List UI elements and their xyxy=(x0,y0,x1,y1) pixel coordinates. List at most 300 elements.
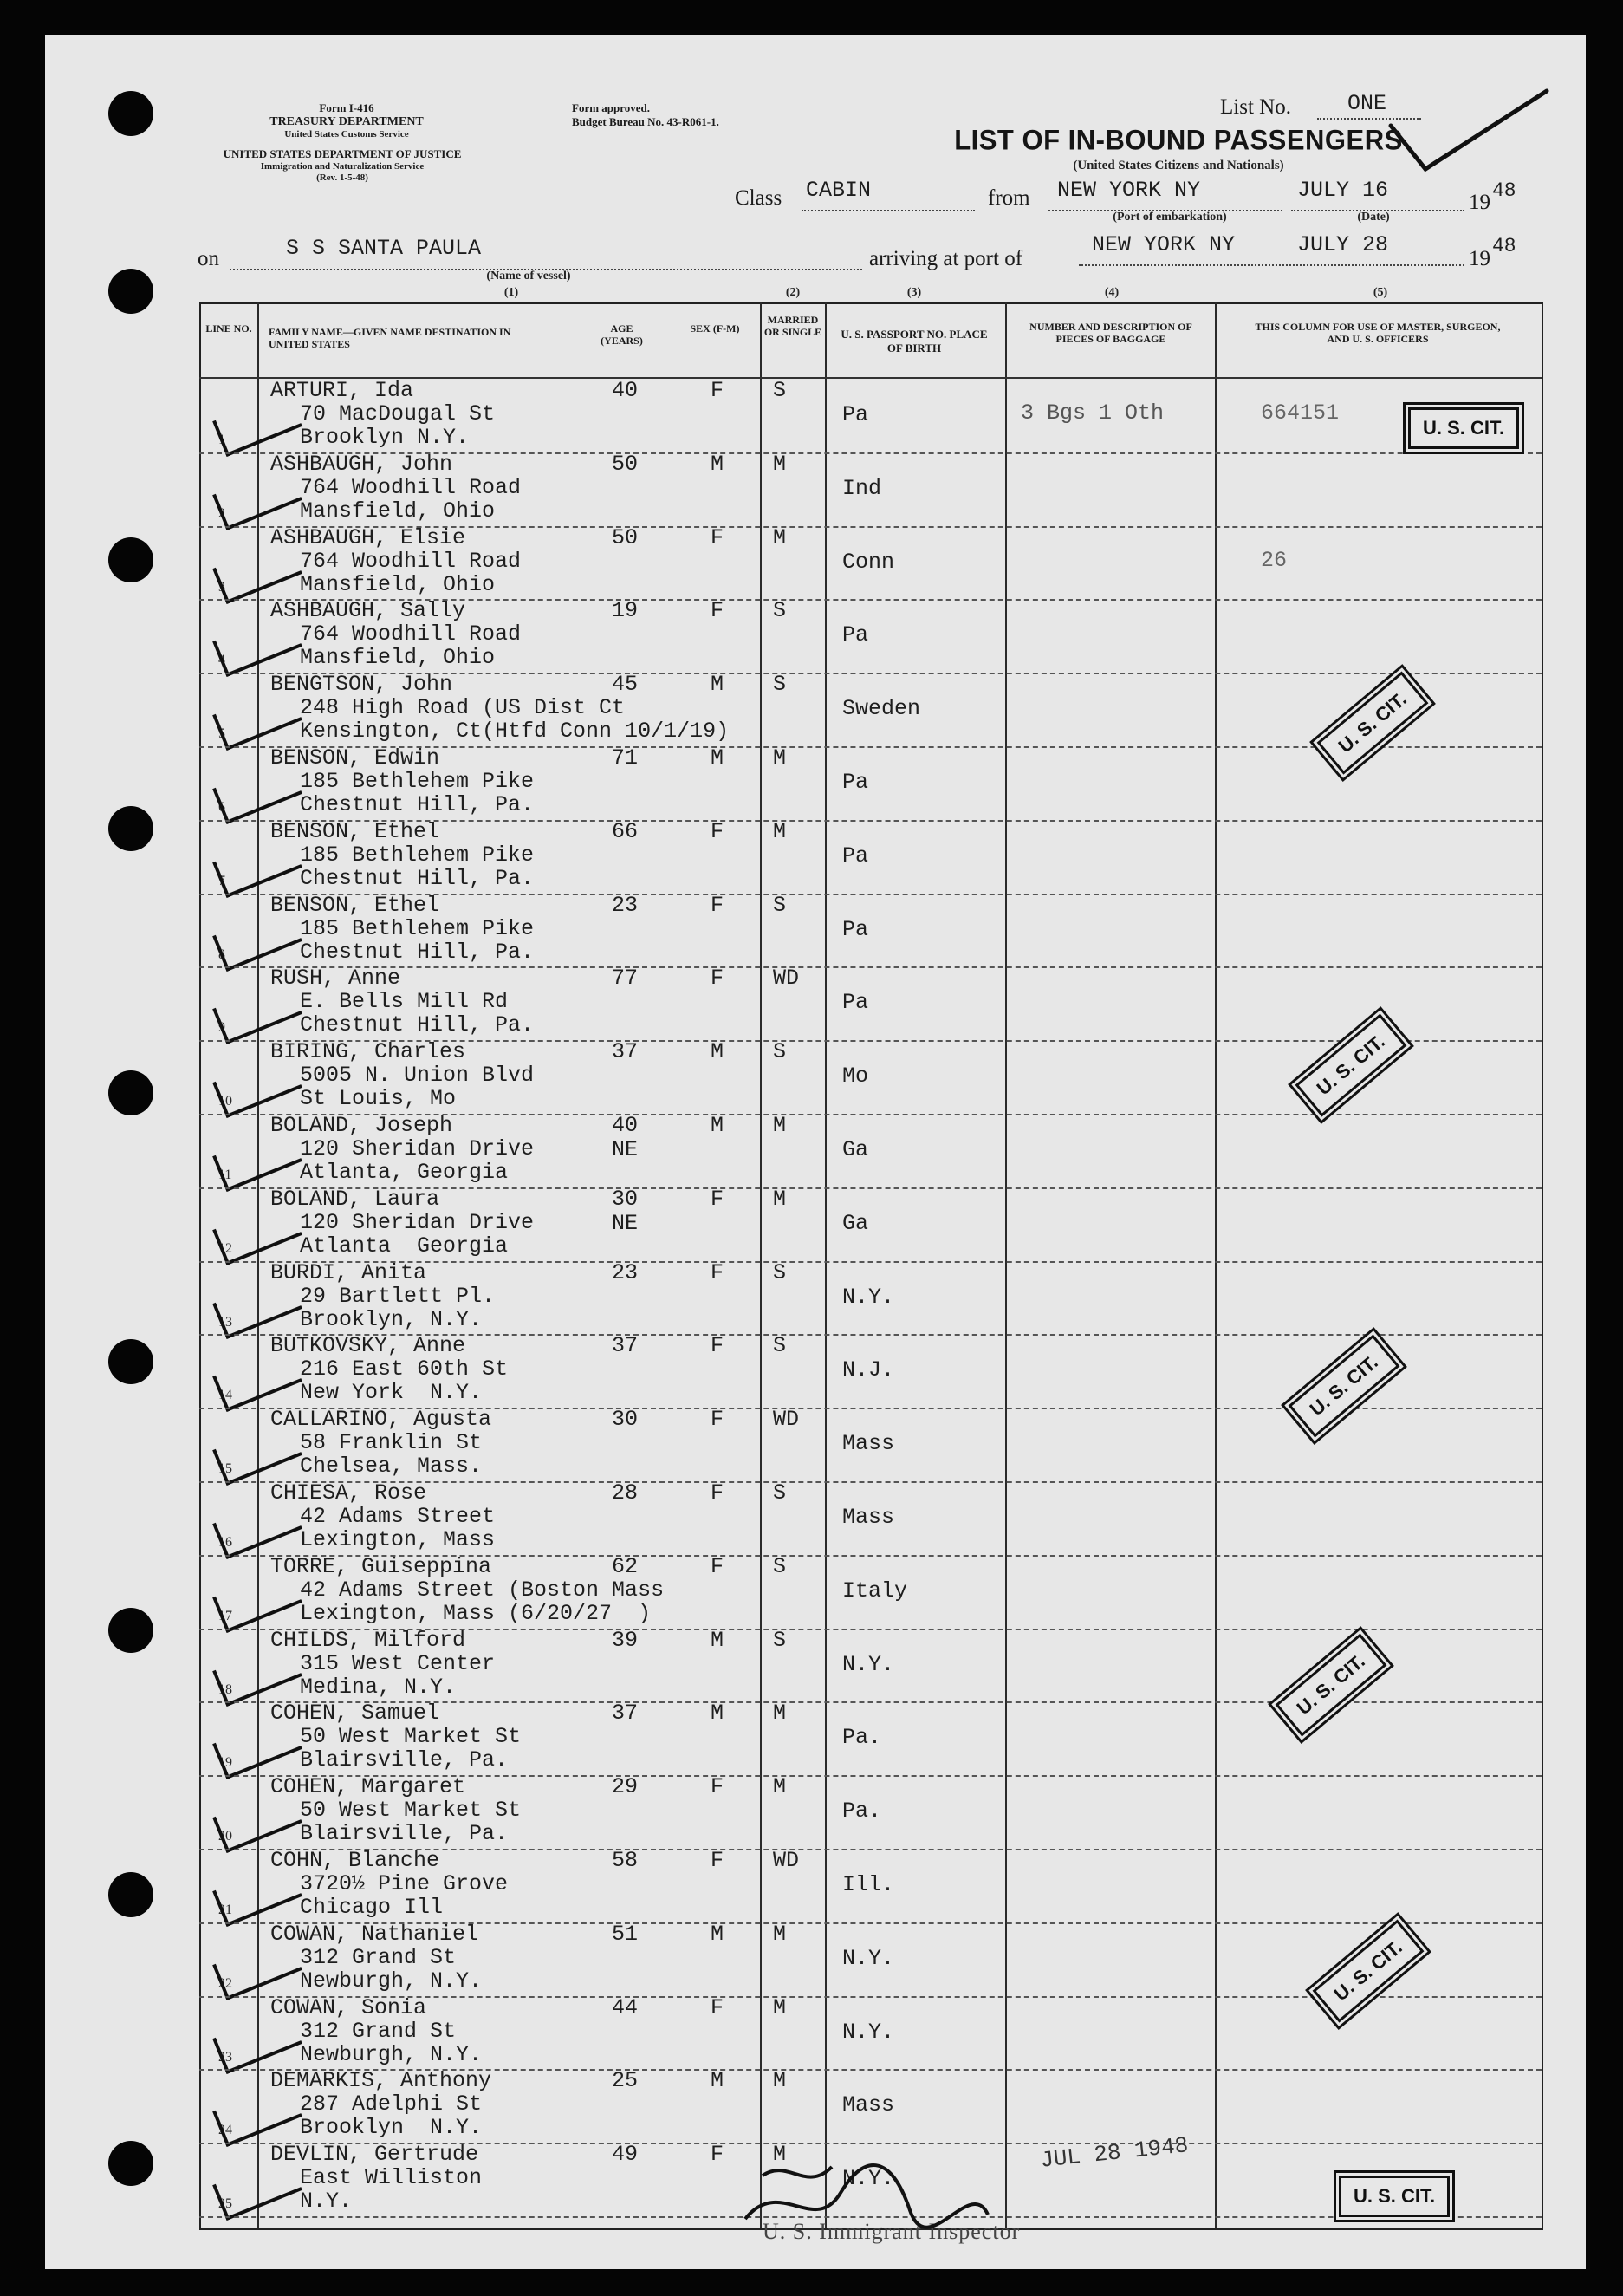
passenger-name: BURDI, Anita xyxy=(270,1259,427,1285)
col-num-5: (5) xyxy=(1373,286,1388,299)
from-label: from xyxy=(988,186,1030,210)
birth-place: N.Y. xyxy=(842,1945,895,1971)
passenger-age: 37 xyxy=(612,1039,639,1065)
inspector-caption: U. S. Immigrant Inspector xyxy=(763,2219,1021,2244)
marital-status: S xyxy=(773,1259,787,1285)
passenger-name: COHEN, Margaret xyxy=(270,1774,466,1800)
ins-service: Immigration and Naturalization Service xyxy=(260,160,425,172)
birth-place: Mass xyxy=(842,1505,895,1530)
birth-place: Pa. xyxy=(842,1798,882,1824)
address-line-2: Chestnut Hill, Pa. xyxy=(300,865,535,891)
marital-status: S xyxy=(773,1553,787,1579)
address-line-1: 29 Bartlett Pl. xyxy=(300,1283,496,1309)
passenger-age: 30 NE xyxy=(612,1186,639,1236)
passenger-sex: M xyxy=(711,451,724,477)
birth-place: Pa. xyxy=(842,1725,882,1751)
address-line-1: 42 Adams Street xyxy=(300,1504,496,1529)
from-year: 48 xyxy=(1492,179,1516,202)
table-row xyxy=(0,1775,1623,1849)
passenger-age: 28 xyxy=(612,1480,639,1506)
passenger-sex: F xyxy=(711,1186,724,1212)
passenger-age: 25 xyxy=(612,2068,639,2094)
passenger-name: CALLARINO, Agusta xyxy=(270,1407,492,1433)
port-caption: (Port of embarkation) xyxy=(1113,211,1227,224)
address-line-2: Lexington, Mass (6/20/27 ) xyxy=(300,1600,652,1626)
date-stamp: JUL 28 1948 xyxy=(1038,2132,1190,2174)
us-cit-stamp: U. S. CIT. xyxy=(1339,2176,1450,2217)
check-mark-icon xyxy=(212,1200,302,1265)
address-line-2: Chestnut Hill, Pa. xyxy=(300,1012,535,1038)
table-row xyxy=(0,2069,1623,2143)
colhead-baggage: NUMBER AND DESCRIPTION OF PIECES OF BAGGAGE xyxy=(1029,321,1192,346)
passenger-sex: F xyxy=(711,1553,724,1579)
row-line-number: 20 xyxy=(218,1829,232,1844)
row-line-number: 24 xyxy=(218,2123,232,2138)
colhead-passport: U. S. PASSPORT NO. PLACE OF BIRTH xyxy=(841,328,988,354)
colhead-sex: SEX (F-M) xyxy=(690,322,740,335)
address-line-2: New York N.Y. xyxy=(300,1380,483,1406)
passenger-name: ASHBAUGH, Elsie xyxy=(270,524,466,550)
birth-place: N.Y. xyxy=(842,1284,895,1310)
binder-hole xyxy=(108,91,153,136)
on-label: on xyxy=(198,247,219,270)
address-line-1: 248 High Road (US Dist Ct xyxy=(300,695,626,721)
date-caption: (Date) xyxy=(1357,211,1390,224)
address-line-2: Mansfield, Ohio xyxy=(300,645,496,671)
row-line-number: 15 xyxy=(218,1461,232,1477)
passenger-name: BENSON, Ethel xyxy=(270,818,440,844)
birth-place: Pa xyxy=(842,990,869,1016)
birth-place: Mo xyxy=(842,1063,869,1089)
check-mark-icon xyxy=(212,1346,302,1412)
check-mark-icon xyxy=(212,1493,302,1559)
passenger-age: 58 xyxy=(612,1848,639,1873)
colhead-name: FAMILY NAME—GIVEN NAME DESTINATION IN UNITED STATES xyxy=(269,326,511,351)
customs-service: United States Customs Service xyxy=(284,129,409,140)
passenger-age: 49 xyxy=(612,2142,639,2168)
address-line-1: 764 Woodhill Road xyxy=(300,621,522,647)
check-mark-icon xyxy=(212,1126,302,1192)
passenger-age: 19 xyxy=(612,598,639,624)
colhead-married: MARRIED OR SINGLE xyxy=(763,314,822,339)
passenger-sex: F xyxy=(711,378,724,403)
table-row xyxy=(0,894,1623,967)
birth-place: N.Y. xyxy=(842,1651,895,1677)
check-mark-icon xyxy=(212,1935,302,2000)
table-row xyxy=(0,1555,1623,1629)
check-mark-icon xyxy=(212,465,302,530)
table-row xyxy=(0,1187,1623,1261)
birth-place: Mass xyxy=(842,1431,895,1457)
passenger-sex: F xyxy=(711,1259,724,1285)
address-line-2: N.Y. xyxy=(300,2189,353,2215)
birth-place: N.Y. xyxy=(842,2019,895,2045)
baggage: 3 Bgs 1 Oth xyxy=(1021,400,1165,426)
passenger-sex: F xyxy=(711,1774,724,1800)
marital-status: S xyxy=(773,672,787,698)
class-underline xyxy=(802,210,975,211)
passenger-sex: F xyxy=(711,1848,724,1873)
check-mark-icon xyxy=(212,2008,302,2074)
treasury-dept: TREASURY DEPARTMENT xyxy=(269,114,424,128)
row-line-number: 12 xyxy=(218,1240,232,1256)
page-subtitle: (United States Citizens and Nationals) xyxy=(1073,159,1284,172)
check-mark-icon xyxy=(212,1641,302,1707)
passenger-sex: M xyxy=(711,1701,724,1727)
address-line-2: St Louis, Mo xyxy=(300,1086,457,1112)
address-line-1: 70 MacDougal St xyxy=(300,401,496,426)
row-line-number: 16 xyxy=(218,1535,232,1550)
row-line-number: 11 xyxy=(218,1168,232,1182)
marital-status: M xyxy=(773,818,787,844)
birth-place: Pa xyxy=(842,770,869,795)
col-num-1: (1) xyxy=(503,286,519,299)
passenger-name: CHILDS, Milford xyxy=(270,1627,466,1653)
passenger-age: 50 xyxy=(612,451,639,477)
passenger-age: 39 xyxy=(612,1627,639,1653)
form-header-treasury xyxy=(256,101,438,141)
row-line-number: 4 xyxy=(218,653,225,668)
us-cit-stamp: U. S. CIT. xyxy=(1317,671,1429,774)
row-line-number: 17 xyxy=(218,1608,232,1623)
address-line-2: Medina, N.Y. xyxy=(300,1674,457,1700)
passenger-age: 37 xyxy=(612,1333,639,1359)
passenger-sex: M xyxy=(711,1113,724,1138)
passenger-sex: F xyxy=(711,892,724,918)
page-title: LIST OF IN-BOUND PASSENGERS xyxy=(954,124,1403,156)
address-line-1: 764 Woodhill Road xyxy=(300,548,522,574)
birth-place: Sweden xyxy=(842,696,921,722)
table-row xyxy=(0,1701,1623,1775)
marital-status: M xyxy=(773,2068,787,2094)
table-row xyxy=(0,1114,1623,1187)
us-cit-stamp: U. S. CIT. xyxy=(1276,1633,1387,1736)
address-line-2: Kensington, Ct(Htfd Conn 10/1/19) xyxy=(300,719,730,745)
birth-place: Pa xyxy=(842,402,869,427)
address-line-1: 120 Sheridan Drive xyxy=(300,1136,535,1161)
passenger-name: BOLAND, Joseph xyxy=(270,1113,453,1138)
address-line-1: East Williston xyxy=(300,2165,483,2191)
class-label: Class xyxy=(735,186,782,210)
check-mark-icon xyxy=(212,1420,302,1486)
address-line-1: 312 Grand St xyxy=(300,1944,457,1970)
marital-status: M xyxy=(773,524,787,550)
row-line-number: 9 xyxy=(218,1020,225,1036)
address-line-1: 120 Sheridan Drive xyxy=(300,1209,535,1235)
birth-place: Ga xyxy=(842,1210,869,1236)
row-line-number: 3 xyxy=(218,579,225,595)
row-line-number: 23 xyxy=(218,2049,232,2065)
address-line-1: 185 Bethlehem Pike xyxy=(300,915,535,941)
marital-status: WD xyxy=(773,966,800,992)
arrive-underline xyxy=(1079,264,1464,266)
birth-place: Conn xyxy=(842,549,895,575)
address-line-1: 42 Adams Street (Boston Mass xyxy=(300,1577,665,1603)
passenger-name: BENSON, Edwin xyxy=(270,745,440,771)
passenger-age: 30 xyxy=(612,1407,639,1433)
marital-status: S xyxy=(773,1333,787,1359)
birth-place: Italy xyxy=(842,1577,908,1603)
row-line-number: 5 xyxy=(218,726,225,742)
form-header-justice xyxy=(199,147,485,184)
revision-date: (Rev. 1-5-48) xyxy=(316,172,368,183)
birth-place: Pa xyxy=(842,916,869,942)
row-line-number: 25 xyxy=(218,2196,232,2212)
birth-place: N.Y. xyxy=(842,2166,895,2192)
marital-status: M xyxy=(773,2142,787,2168)
form-approval xyxy=(572,101,806,128)
address-line-1: 185 Bethlehem Pike xyxy=(300,769,535,794)
year-prefix: 19 xyxy=(1469,191,1490,214)
us-cit-stamp: U. S. CIT. xyxy=(1295,1013,1407,1116)
row-line-number: 21 xyxy=(218,1902,232,1917)
address-line-1: 50 West Market St xyxy=(300,1724,522,1750)
birth-place: Ga xyxy=(842,1137,869,1162)
passenger-sex: F xyxy=(711,524,724,550)
colhead-age: AGE (YEARS) xyxy=(601,322,643,348)
marital-status: M xyxy=(773,745,787,771)
birth-place: Ind xyxy=(842,475,882,501)
address-line-1: 287 Adelphi St xyxy=(300,2091,483,2117)
passenger-age: 23 xyxy=(612,892,639,918)
row-line-number: 22 xyxy=(218,1975,232,1991)
passenger-name: RUSH, Anne xyxy=(270,966,401,992)
address-line-2: Blairsville, Pa. xyxy=(300,1821,509,1847)
address-line-2: Brooklyn N.Y. xyxy=(300,425,470,450)
passenger-sex: M xyxy=(711,745,724,771)
arriving-label: arriving at port of xyxy=(869,247,1023,270)
table-row xyxy=(0,599,1623,673)
check-mark-icon xyxy=(212,1714,302,1779)
marital-status: WD xyxy=(773,1407,800,1433)
address-line-1: E. Bells Mill Rd xyxy=(300,989,509,1015)
passenger-name: CHIESA, Rose xyxy=(270,1480,427,1506)
officer-note: 26 xyxy=(1261,547,1288,573)
check-mark-icon xyxy=(212,1052,302,1118)
row-line-number: 8 xyxy=(218,946,225,962)
check-mark-icon xyxy=(212,979,302,1044)
list-no-label: List No. xyxy=(1220,95,1291,119)
col-num-3: (3) xyxy=(906,286,922,299)
birth-place: Ill. xyxy=(842,1872,895,1897)
us-cit-stamp: U. S. CIT. xyxy=(1289,1334,1400,1437)
check-mark-icon xyxy=(212,832,302,898)
passenger-name: DEVLIN, Gertrude xyxy=(270,2142,479,2168)
passenger-sex: F xyxy=(711,1480,724,1506)
passenger-name: COWAN, Nathaniel xyxy=(270,1921,479,1947)
col-num-4: (4) xyxy=(1104,286,1120,299)
marital-status: S xyxy=(773,1627,787,1653)
address-line-2: Lexington, Mass xyxy=(300,1527,496,1552)
address-line-2: Atlanta Georgia xyxy=(300,1233,509,1259)
marital-status: S xyxy=(773,1480,787,1506)
address-line-1: 764 Woodhill Road xyxy=(300,474,522,500)
class-value: CABIN xyxy=(806,178,872,203)
table-row xyxy=(0,820,1623,894)
address-line-2: Newburgh, N.Y. xyxy=(300,1968,483,1994)
table-row xyxy=(0,526,1623,600)
passenger-name: TORRE, Guiseppina xyxy=(270,1553,492,1579)
birth-place: Mass xyxy=(842,2092,895,2118)
passenger-age: 29 xyxy=(612,1774,639,1800)
passenger-age: 50 xyxy=(612,524,639,550)
us-cit-stamp: U. S. CIT. xyxy=(1408,407,1519,449)
check-mark-icon xyxy=(212,758,302,824)
passenger-age: 40 NE xyxy=(612,1113,639,1162)
marital-status: WD xyxy=(773,1848,800,1873)
passenger-sex: F xyxy=(711,2142,724,2168)
row-line-number: 1 xyxy=(218,433,225,447)
marital-status: M xyxy=(773,1774,787,1800)
marital-status: M xyxy=(773,451,787,477)
budget-bureau: Budget Bureau No. 43-R061-1. xyxy=(572,114,719,128)
marital-status: S xyxy=(773,892,787,918)
passenger-name: ASHBAUGH, Sally xyxy=(270,598,466,624)
passenger-age: 66 xyxy=(612,818,639,844)
check-mark-icon xyxy=(212,685,302,751)
table-row xyxy=(0,452,1623,526)
address-line-1: 185 Bethlehem Pike xyxy=(300,842,535,868)
marital-status: S xyxy=(773,1039,787,1065)
address-line-1: 58 Franklin St xyxy=(300,1430,483,1456)
inspector-signature-icon xyxy=(728,2141,1040,2245)
check-mark-icon xyxy=(212,2081,302,2147)
passenger-sex: F xyxy=(711,966,724,992)
from-port: NEW YORK NY xyxy=(1057,178,1201,203)
row-line-number: 6 xyxy=(218,800,225,815)
passenger-age: 62 xyxy=(612,1553,639,1579)
row-line-number: 10 xyxy=(218,1094,232,1109)
row-line-number: 18 xyxy=(218,1681,232,1697)
table-row xyxy=(0,746,1623,820)
marital-status: M xyxy=(773,1113,787,1138)
address-line-1: 5005 N. Union Blvd xyxy=(300,1063,535,1089)
arrive-year: 48 xyxy=(1492,235,1516,257)
address-line-2: Mansfield, Ohio xyxy=(300,571,496,597)
form-approved: Form approved. xyxy=(572,101,651,114)
address-line-1: 315 West Center xyxy=(300,1650,496,1676)
officer-note: 664151 xyxy=(1261,400,1340,426)
check-mark-icon xyxy=(212,1567,302,1633)
passenger-name: BENGTSON, John xyxy=(270,672,453,698)
row-line-number: 7 xyxy=(218,873,225,888)
marital-status: S xyxy=(773,598,787,624)
passenger-sex: F xyxy=(711,1407,724,1433)
colhead-officers: THIS COLUMN FOR USE OF MASTER, SURGEON, AND U. S. OFFICERS xyxy=(1255,321,1501,346)
passenger-age: 44 xyxy=(612,1994,639,2020)
check-mark-icon xyxy=(212,391,302,457)
row-line-number: 13 xyxy=(218,1314,232,1330)
table-row xyxy=(0,1481,1623,1555)
marital-status: M xyxy=(773,1994,787,2020)
check-mark-icon xyxy=(212,2155,302,2221)
address-line-2: Blairsville, Pa. xyxy=(300,1747,509,1773)
passenger-age: 37 xyxy=(612,1701,639,1727)
justice-dept: UNITED STATES DEPARTMENT OF JUSTICE xyxy=(223,147,462,160)
passenger-sex: M xyxy=(711,672,724,698)
address-line-2: Chicago Ill xyxy=(300,1895,444,1920)
birth-place: Pa xyxy=(842,622,869,648)
birth-place: N.J. xyxy=(842,1357,895,1383)
check-mark-icon xyxy=(212,906,302,972)
table-row xyxy=(0,1261,1623,1335)
passenger-name: COWAN, Sonia xyxy=(270,1994,427,2020)
address-line-1: 50 West Market St xyxy=(300,1798,522,1824)
passenger-name: BUTKOVSKY, Anne xyxy=(270,1333,466,1359)
arrive-date: JULY 28 xyxy=(1297,232,1389,257)
passenger-sex: F xyxy=(711,1994,724,2020)
table-row xyxy=(0,1849,1623,1922)
address-line-2: Chelsea, Mass. xyxy=(300,1454,483,1480)
passenger-sex: M xyxy=(711,1921,724,1947)
address-line-2: Mansfield, Ohio xyxy=(300,498,496,524)
address-line-2: Chestnut Hill, Pa. xyxy=(300,939,535,965)
colhead-line: LINE NO. xyxy=(205,322,252,335)
form-number: Form I-416 xyxy=(319,101,374,114)
passenger-sex: F xyxy=(711,598,724,624)
passenger-name: DEMARKIS, Anthony xyxy=(270,2068,492,2094)
marital-status: M xyxy=(773,1186,787,1212)
passenger-name: BIRING, Charles xyxy=(270,1039,466,1065)
check-mark-icon xyxy=(212,1787,302,1853)
passenger-name: COHN, Blanche xyxy=(270,1848,440,1873)
passenger-age: 40 xyxy=(612,378,639,403)
check-mark-icon xyxy=(212,538,302,604)
passenger-age: 51 xyxy=(612,1921,639,1947)
arrive-port: NEW YORK NY xyxy=(1092,232,1236,257)
year-prefix-2: 19 xyxy=(1469,247,1490,270)
list-no-value: ONE xyxy=(1347,91,1387,116)
check-mark-icon xyxy=(212,1273,302,1339)
address-line-1: 312 Grand St xyxy=(300,2018,457,2044)
passenger-sex: M xyxy=(711,1039,724,1065)
row-line-number: 14 xyxy=(218,1388,232,1403)
passenger-sex: M xyxy=(711,2068,724,2094)
address-line-2: Brooklyn, N.Y. xyxy=(300,1306,483,1332)
passenger-name: BOLAND, Laura xyxy=(270,1186,440,1212)
address-line-2: Newburgh, N.Y. xyxy=(300,2041,483,2067)
binder-hole xyxy=(108,269,153,314)
passenger-name: COHEN, Samuel xyxy=(270,1701,440,1727)
passenger-name: ARTURI, Ida xyxy=(270,378,414,403)
address-line-2: Chestnut Hill, Pa. xyxy=(300,792,535,817)
table-row xyxy=(0,1996,1623,2070)
us-cit-stamp: U. S. CIT. xyxy=(1313,1919,1425,2022)
vessel-name: S S SANTA PAULA xyxy=(286,236,482,261)
table-row xyxy=(0,379,1623,452)
address-line-2: Atlanta, Georgia xyxy=(300,1160,509,1185)
passenger-sex: F xyxy=(711,1333,724,1359)
col-num-2: (2) xyxy=(785,286,801,299)
from-date: JULY 16 xyxy=(1297,178,1389,203)
address-line-1: 216 East 60th St xyxy=(300,1356,509,1382)
address-line-1: 3720½ Pine Grove xyxy=(300,1871,509,1896)
address-line-2: Brooklyn N.Y. xyxy=(300,2115,483,2141)
vessel-caption: (Name of vessel) xyxy=(486,270,571,283)
check-mark-icon xyxy=(212,611,302,677)
row-line-number: 19 xyxy=(218,1755,232,1771)
marital-status: S xyxy=(773,378,787,403)
row-line-number: 2 xyxy=(218,505,225,521)
birth-place: Pa xyxy=(842,842,869,868)
passenger-sex: M xyxy=(711,1627,724,1653)
check-mark-icon xyxy=(212,1861,302,1927)
table-row xyxy=(0,1408,1623,1481)
marital-status: M xyxy=(773,1921,787,1947)
passenger-age: 23 xyxy=(612,1259,639,1285)
passenger-age: 77 xyxy=(612,966,639,992)
passenger-age: 45 xyxy=(612,672,639,698)
